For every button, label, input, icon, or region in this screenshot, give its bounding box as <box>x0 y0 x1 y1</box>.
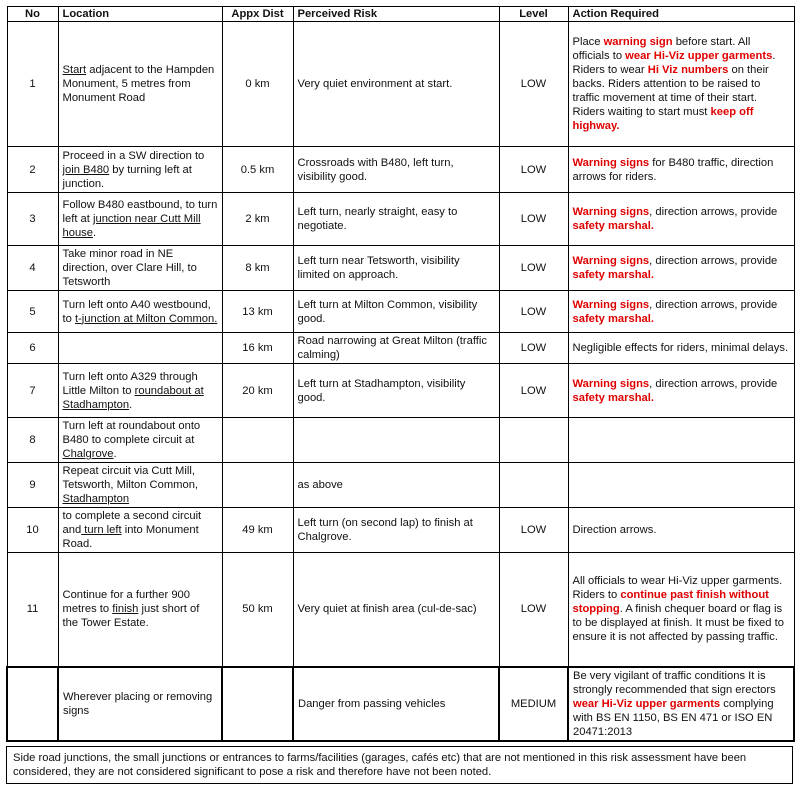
highlight-text: warning sign <box>603 36 673 48</box>
distance-cell: 0.5 km <box>222 147 293 193</box>
distance-cell: 20 km <box>222 364 293 418</box>
row-number: 8 <box>7 418 58 463</box>
risk-assessment-sheet <box>6 6 793 784</box>
action-required-cell <box>568 22 794 147</box>
cell-text: for B480 traffic, direction arrows for riders. <box>572 156 774 183</box>
risk-assessment-table <box>6 6 795 742</box>
location-cell <box>58 667 222 741</box>
row-number: 7 <box>7 364 58 418</box>
perceived-risk-cell: as above <box>293 463 499 508</box>
cell-text: . <box>113 448 117 460</box>
risk-level-cell: LOW <box>499 147 568 193</box>
distance-cell: 8 km <box>222 246 293 291</box>
perceived-risk-cell: Left turn (on second lap) to finish at Chalgrove. <box>293 508 499 553</box>
highlight-text: Warning signs <box>572 255 650 267</box>
row-number: 2 <box>7 147 58 193</box>
location-cell <box>58 364 222 418</box>
header-level: Level <box>499 7 568 22</box>
distance-cell: 0 km <box>222 22 293 147</box>
location-cell <box>58 553 222 667</box>
distance-cell: 50 km <box>222 553 293 667</box>
table-row <box>7 291 794 333</box>
table-row <box>7 22 794 147</box>
highlight-text: safety marshal. <box>572 269 654 281</box>
cell-text: complying with BS EN 1150, BS EN 471 or ISO EN 20471:2013 <box>573 697 774 738</box>
location-cell <box>58 147 222 193</box>
row-number: 9 <box>7 463 58 508</box>
underlined-text: Chalgrove <box>62 448 114 460</box>
perceived-risk-cell: Very quiet environment at start. <box>293 22 499 147</box>
highlight-text: wear Hi-Viz upper garments <box>573 697 721 710</box>
location-cell <box>58 291 222 333</box>
cell-text: Place <box>572 36 604 48</box>
cell-text: Wherever placing or removing signs <box>63 690 213 717</box>
risk-level-cell: LOW <box>499 291 568 333</box>
cell-text: All officials to wear Hi-Viz upper garments. Riders to <box>572 575 783 602</box>
risk-level-cell <box>499 418 568 463</box>
cell-text: Turn left onto A40 westbound, to <box>62 298 211 325</box>
perceived-risk-cell: Left turn at Milton Common, visibility good. <box>293 291 499 333</box>
cell-text: . <box>129 398 133 411</box>
header-row <box>7 7 794 22</box>
table-row <box>7 246 794 291</box>
cell-text: , direction arrows, provide <box>649 206 778 218</box>
distance-cell <box>222 463 293 508</box>
row-number: 10 <box>7 508 58 553</box>
location-cell <box>58 508 222 553</box>
highlight-text: Warning signs <box>572 377 650 390</box>
table-row <box>7 667 794 741</box>
cell-text: on their backs. Riders attention to be raised to traffic movement at time of their start. Riders waiting to start must <box>572 64 769 118</box>
table-row <box>7 553 794 667</box>
cell-text: Direction arrows. <box>572 524 657 536</box>
cell-text: Negligible effects for riders, minimal delays. <box>572 342 789 354</box>
cell-text: by turning left at junction. <box>62 163 192 190</box>
action-required-cell <box>568 667 794 741</box>
risk-level-cell: LOW <box>499 333 568 364</box>
action-required-cell <box>568 508 794 553</box>
row-number: 5 <box>7 291 58 333</box>
location-cell <box>58 333 222 364</box>
action-required-cell <box>568 463 794 508</box>
location-cell <box>58 22 222 147</box>
cell-text: just short of the Tower Estate. <box>62 603 200 630</box>
cell-text: Take minor road in NE direction, over Clare Hill, to Tetsworth <box>62 248 197 288</box>
cell-text: Be very vigilant of traffic conditions It is strongly recommended that sign erectors <box>573 669 776 696</box>
highlight-text: Hi Viz numbers <box>647 64 729 76</box>
distance-cell <box>222 667 293 741</box>
row-number: 1 <box>7 22 58 147</box>
table-row <box>7 193 794 246</box>
cell-text: . A finish chequer board or flag is to be displayed at finish. It must be fixed to ensure it is not affected by passing traffic. <box>572 603 784 644</box>
perceived-risk-cell <box>293 418 499 463</box>
cell-text: before start. All officials to <box>572 36 751 62</box>
row-number: 4 <box>7 246 58 291</box>
row-number: 3 <box>7 193 58 246</box>
header-perceived-risk: Perceived Risk <box>293 7 499 22</box>
header-location: Location <box>58 7 222 22</box>
action-required-cell <box>568 291 794 333</box>
cell-text: , direction arrows, provide <box>649 298 778 311</box>
highlight-text: safety marshal. <box>572 391 654 404</box>
distance-cell: 13 km <box>222 291 293 333</box>
header-action-required: Action Required <box>568 7 794 22</box>
action-required-cell <box>568 418 794 463</box>
perceived-risk-cell: Road narrowing at Great Milton (traffic calming) <box>293 333 499 364</box>
risk-level-cell: LOW <box>499 364 568 418</box>
cell-text: to complete a second circuit and <box>62 510 202 536</box>
perceived-risk-cell: Left turn, nearly straight, easy to negotiate. <box>293 193 499 246</box>
highlight-text: keep off highway. <box>572 106 754 132</box>
risk-level-cell: MEDIUM <box>499 667 568 741</box>
cell-text: Follow B480 eastbound, to turn left at <box>62 199 218 225</box>
table-row <box>7 508 794 553</box>
highlight-text: Warning signs <box>572 206 650 218</box>
underlined-text: Stadhampton <box>62 493 130 505</box>
cell-text: into Monument Road. <box>62 524 199 550</box>
table-body <box>7 22 794 741</box>
table-row <box>7 147 794 193</box>
footnote: Side road junctions, the small junctions or entrances to farms/facilities (garages, cafés etc) that are not mentioned in this risk assessment have been considered, they are not considered significant to pose a risk and therefore have not been noted. <box>6 746 793 784</box>
risk-level-cell <box>499 463 568 508</box>
cell-text: , direction arrows, provide <box>649 377 778 390</box>
underlined-text: roundabout at Stadhampton <box>62 384 204 411</box>
underlined-text: turn left <box>81 524 122 536</box>
cell-text: Proceed in a SW direction to <box>62 149 205 162</box>
risk-level-cell: LOW <box>499 193 568 246</box>
row-number: 11 <box>7 553 58 667</box>
action-required-cell <box>568 333 794 364</box>
action-required-cell <box>568 193 794 246</box>
action-required-cell <box>568 147 794 193</box>
cell-text: Turn left at roundabout onto B480 to complete circuit at <box>62 420 201 446</box>
cell-text: adjacent to the Hampden Monument, 5 metres from Monument Road <box>62 64 215 104</box>
row-number: 6 <box>7 333 58 364</box>
table-row <box>7 463 794 508</box>
highlight-text: continue past finish without stopping <box>572 589 769 616</box>
perceived-risk-cell: Very quiet at finish area (cul-de-sac) <box>293 553 499 667</box>
distance-cell: 49 km <box>222 508 293 553</box>
perceived-risk-cell: Danger from passing vehicles <box>293 667 499 741</box>
location-cell <box>58 246 222 291</box>
cell-text: . <box>92 227 97 239</box>
cell-text: Turn left onto A329 through Little Milton to <box>62 370 198 397</box>
risk-level-cell: LOW <box>499 553 568 667</box>
highlight-text: safety marshal. <box>572 220 654 232</box>
distance-cell: 16 km <box>222 333 293 364</box>
underlined-text: join B480 <box>62 163 110 176</box>
underlined-text: t-junction at Milton Common. <box>74 312 218 325</box>
cell-text: , direction arrows, provide <box>649 255 778 267</box>
location-cell <box>58 418 222 463</box>
highlight-text: safety marshal. <box>572 312 654 325</box>
table-row <box>7 364 794 418</box>
action-required-cell <box>568 553 794 667</box>
table-row <box>7 418 794 463</box>
risk-level-cell: LOW <box>499 508 568 553</box>
highlight-text: wear Hi-Viz upper garments <box>625 50 773 62</box>
distance-cell <box>222 418 293 463</box>
action-required-cell <box>568 246 794 291</box>
highlight-text: Warning signs <box>572 156 650 169</box>
distance-cell: 2 km <box>222 193 293 246</box>
cell-text: Continue for a further 900 metres to <box>62 589 190 616</box>
highlight-text: Warning signs <box>572 298 650 311</box>
cell-text: . Riders to wear <box>572 50 776 76</box>
underlined-text: Start <box>62 64 87 76</box>
risk-level-cell: LOW <box>499 246 568 291</box>
perceived-risk-cell: Left turn near Tetsworth, visibility limited on approach. <box>293 246 499 291</box>
action-required-cell <box>568 364 794 418</box>
underlined-text: junction near Cutt Mill house <box>62 213 201 239</box>
row-number <box>7 667 58 741</box>
header-no: No <box>7 7 58 22</box>
cell-text: Repeat circuit via Cutt Mill, Tetsworth, Milton Common, <box>62 465 199 491</box>
perceived-risk-cell: Crossroads with B480, left turn, visibility good. <box>293 147 499 193</box>
header-distance: Appx Dist <box>222 7 293 22</box>
location-cell <box>58 193 222 246</box>
location-cell <box>58 463 222 508</box>
table-row <box>7 333 794 364</box>
risk-level-cell: LOW <box>499 22 568 147</box>
perceived-risk-cell: Left turn at Stadhampton, visibility good. <box>293 364 499 418</box>
underlined-text: finish <box>112 603 139 616</box>
